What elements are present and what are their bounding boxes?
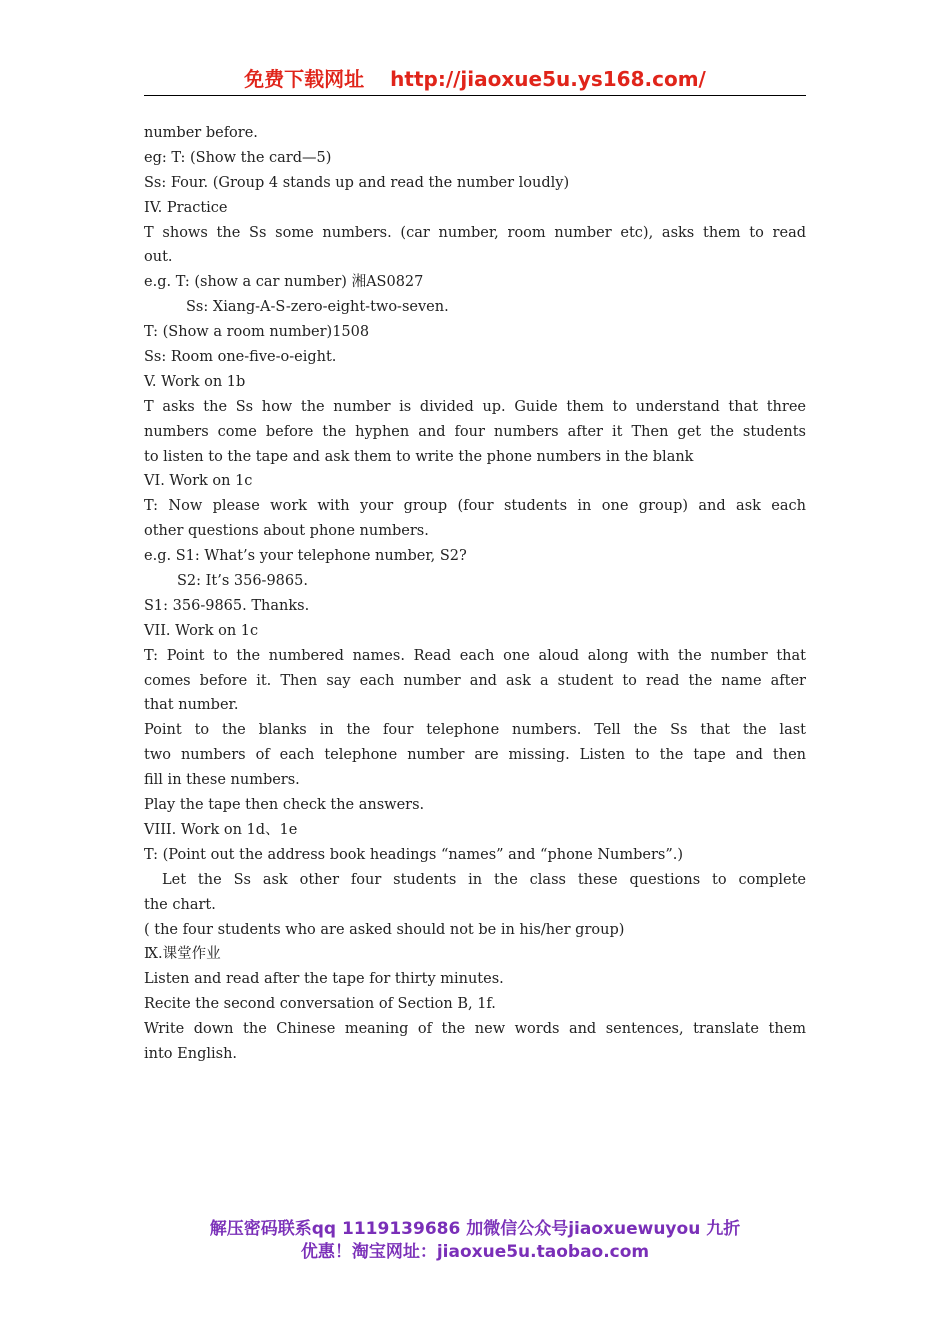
section-heading: VIII. Work on 1d、1e — [144, 821, 298, 838]
section-heading: VII. Work on 1c — [144, 622, 259, 639]
text-line: numbers come before the hyphen and four numbers after it Then get the students — [144, 423, 806, 440]
text-line: out. — [144, 249, 173, 266]
text-line: e.g. S1: What’s your telephone number, S2? — [144, 548, 467, 565]
text-line: Ss: Xiang-A-S-zero-eight-two-seven. — [186, 299, 449, 316]
text-line: number before. — [144, 125, 258, 141]
section-heading: V. Work on 1b — [144, 373, 246, 390]
text-line: fill in these numbers. — [144, 772, 300, 789]
text-line: T shows the Ss some numbers. (car number, room number etc), asks them to read — [144, 224, 806, 241]
text-line: Write down the Chinese meaning of the new words and sentences, translate them — [144, 1021, 806, 1038]
text-line: into English. — [144, 1045, 238, 1062]
text-line: T: (Point out the address book headings “names” and “phone Numbers”.) — [144, 846, 684, 863]
text-line: Listen and read after the tape for thirty minutes. — [144, 971, 504, 988]
text-line: T: Now please work with your group (four students in one group) and ask each — [144, 498, 806, 515]
text-line: Point to the blanks in the four telephone numbers. Tell the Ss that the last — [144, 722, 806, 739]
text-line: Play the tape then check the answers. — [144, 797, 425, 814]
text-line: T: Point to the numbered names. Read each one aloud along with the number that — [144, 647, 806, 664]
text-line: eg: T: (Show the card—5) — [144, 149, 332, 166]
text-line: the chart. — [144, 896, 216, 913]
header-title: 免费下载网址 — [244, 67, 365, 91]
text-line: to listen to the tape and ask them to write the phone numbers in the blank — [144, 448, 694, 465]
text-line: ( the four students who are asked should not be in his/her group) — [144, 921, 625, 938]
text-line: two numbers of each telephone number are missing. Listen to the tape and then — [144, 747, 806, 764]
section-heading: Ⅸ.课堂作业 — [144, 946, 221, 963]
text-line: Ss: Four. (Group 4 stands up and read the number loudly) — [144, 174, 570, 191]
text-line: T: (Show a room number)1508 — [144, 324, 370, 341]
text-line: comes before it. Then say each number and ask a student to read the name after — [144, 672, 806, 689]
text-line: Recite the second conversation of Section B, 1f. — [144, 996, 496, 1013]
header-url-link[interactable]: http://jiaoxue5u.ys168.com/ — [390, 67, 706, 91]
footer-line-shop: 优惠！淘宝网址：jiaoxue5u.taobao.com — [300, 1242, 650, 1262]
text-line: other questions about phone numbers. — [144, 523, 429, 540]
text-line: S1: 356-9865. Thanks. — [144, 597, 310, 614]
text-line: Let the Ss ask other four students in the class these questions to complete — [162, 871, 806, 888]
text-line: S2: It’s 356-9865. — [177, 573, 308, 590]
footer-line-contact: 解压密码联系qq 1119139686 加微信公众号jiaoxuewuyou 九折 — [209, 1219, 741, 1239]
text-line: T asks the Ss how the number is divided up. Guide them to understand that three — [144, 398, 806, 415]
document-body — [144, 121, 806, 1067]
text-line: e.g. T: (show a car number) 湘AS0827 — [144, 274, 424, 291]
text-line: that number. — [144, 697, 239, 714]
section-heading: IV. Practice — [144, 199, 228, 216]
page-footer — [0, 1218, 950, 1264]
text-line: Ss: Room one-five-o-eight. — [144, 349, 337, 366]
section-heading: VI. Work on 1c — [144, 473, 253, 490]
page-header — [144, 66, 806, 96]
